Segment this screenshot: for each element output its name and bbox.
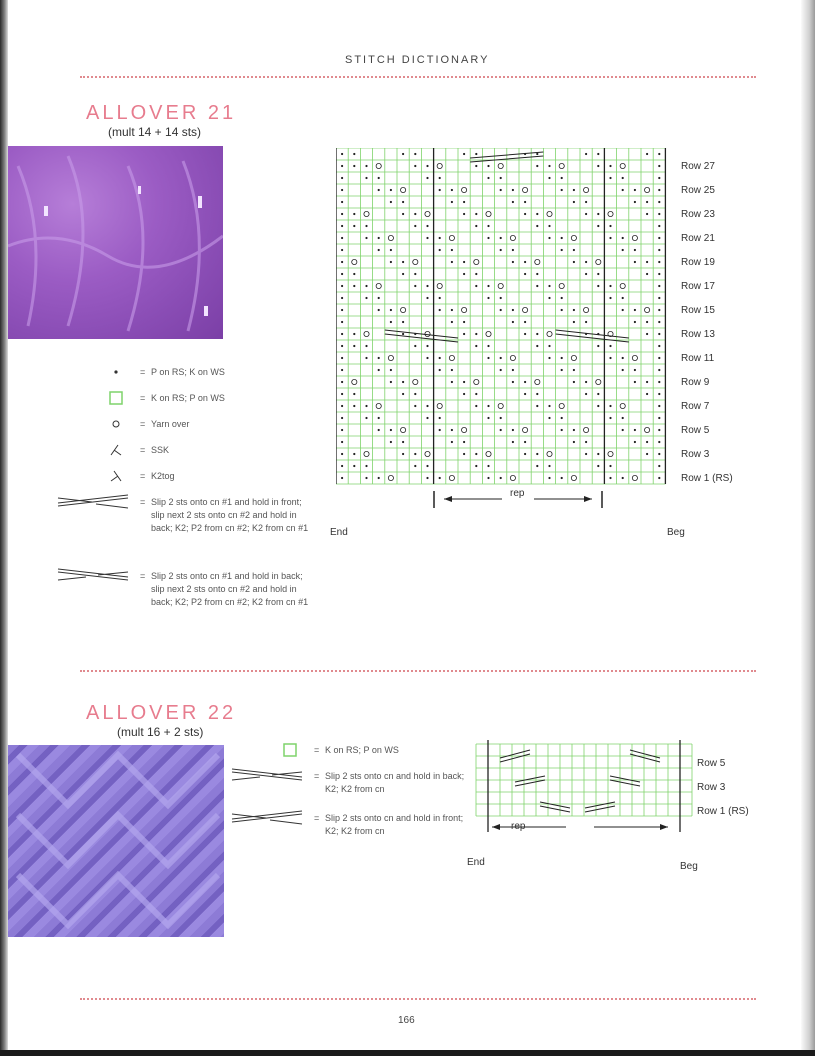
empty-square-icon — [230, 742, 306, 763]
running-header: STITCH DICTIONARY — [345, 54, 490, 66]
empty-square-icon — [56, 390, 132, 411]
page-binding-shadow — [0, 0, 8, 1056]
allover22-legend-text: K on RS; P on WS — [325, 745, 399, 755]
legend-equals: = — [314, 745, 320, 755]
page-number: 166 — [398, 1015, 415, 1026]
allover21-rep-label: rep — [510, 488, 525, 499]
legend-equals: = — [140, 419, 146, 429]
allover21-row-label: Row 21 — [681, 233, 715, 244]
cable-back-icon — [230, 768, 306, 789]
allover21-legend-text: K2tog — [151, 471, 175, 481]
allover22-mult: (mult 16 + 2 sts) — [117, 725, 204, 739]
legend-equals: = — [314, 771, 320, 781]
allover22-chart — [470, 740, 700, 840]
allover22-swatch-photo — [8, 745, 224, 937]
allover22-beg-label: Beg — [680, 861, 698, 872]
allover21-row-label: Row 1 (RS) — [681, 473, 733, 484]
page-edge-shadow — [801, 0, 815, 1056]
legend-equals: = — [140, 571, 146, 581]
scan-bottom-edge — [0, 1050, 815, 1056]
allover21-swatch-photo — [8, 146, 223, 339]
purl-dot-icon — [56, 364, 132, 385]
ssk-symbol-icon — [56, 442, 132, 463]
allover22-row-label: Row 1 (RS) — [697, 806, 749, 817]
cable-front-icon — [56, 494, 132, 515]
allover21-legend-text: Yarn over — [151, 419, 190, 429]
allover22-legend-text: Slip 2 sts onto cn and hold in front; K2; K2 from cn — [325, 813, 464, 836]
legend-equals: = — [140, 445, 146, 455]
allover21-row-label: Row 11 — [681, 353, 715, 364]
divider-bottom — [80, 998, 756, 1000]
allover21-row-label: Row 19 — [681, 257, 715, 268]
k2tog-symbol-icon — [56, 468, 132, 489]
allover21-row-label: Row 3 — [681, 449, 710, 460]
allover21-title: ALLOVER 21 — [86, 102, 237, 124]
legend-equals: = — [140, 471, 146, 481]
allover21-row-label: Row 13 — [681, 329, 715, 340]
divider-middle — [80, 670, 756, 672]
divider-top — [80, 76, 756, 78]
cable-front-icon — [230, 810, 306, 831]
allover21-mult: (mult 14 + 14 sts) — [108, 125, 202, 139]
allover22-rep-label-wrap — [511, 821, 525, 832]
allover21-row-label: Row 23 — [681, 209, 715, 220]
allover21-row-label: Row 9 — [681, 377, 710, 388]
allover21-row-label: Row 17 — [681, 281, 715, 292]
yarn-over-circle-icon — [56, 416, 132, 437]
legend-equals: = — [140, 497, 146, 507]
allover21-end-label: End — [330, 527, 348, 538]
allover21-legend-text: K on RS; P on WS — [151, 393, 225, 403]
allover21-row-label: Row 27 — [681, 161, 715, 172]
legend-equals: = — [140, 393, 146, 403]
allover22-end-label: End — [467, 857, 485, 868]
allover21-legend-text: Slip 2 sts onto cn #1 and hold in front; slip next 2 sts onto cn #2 and hold in back; K2; P2 from cn #2; K2 from cn #1 — [151, 497, 309, 533]
allover21-row-label: Row 15 — [681, 305, 715, 316]
allover21-legend-text: SSK — [151, 445, 170, 455]
allover22-title: ALLOVER 22 — [86, 702, 237, 724]
allover22-row-label: Row 5 — [697, 758, 726, 769]
legend-equals: = — [314, 813, 320, 823]
allover21-beg-label: Beg — [667, 527, 685, 538]
allover22-legend-text: Slip 2 sts onto cn and hold in back; K2; K2 from cn — [325, 771, 465, 794]
allover21-legend-text: Slip 2 sts onto cn #1 and hold in back; slip next 2 sts onto cn #2 and hold in back; K2; P2 from cn #2; K2 from cn #1 — [151, 571, 309, 607]
allover22-rep-label: rep — [511, 821, 526, 832]
allover21-row-label: Row 25 — [681, 185, 715, 196]
legend-equals: = — [140, 367, 146, 377]
allover21-row-label: Row 7 — [681, 401, 710, 412]
allover22-row-label: Row 3 — [697, 782, 726, 793]
cable-back-icon — [56, 568, 132, 589]
allover21-row-label: Row 5 — [681, 425, 710, 436]
allover21-legend-text: P on RS; K on WS — [151, 367, 225, 377]
